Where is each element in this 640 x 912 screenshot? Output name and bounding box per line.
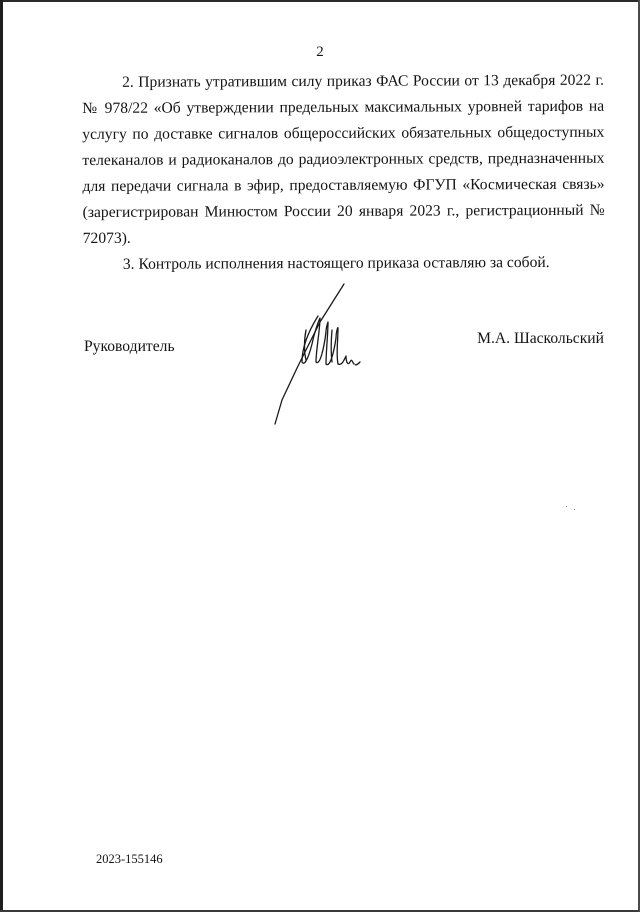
signatory-name: М.А. Шаскольский	[477, 330, 604, 347]
scan-border-top	[0, 0, 640, 2]
paragraph-3: 3. Контроль исполнения настоящего приказа оставляю за собой.	[122, 253, 550, 273]
document-body	[82, 68, 605, 278]
paragraph-2: 2. Признать утратившим силу приказ ФАС России от 13 декабря 2022 г. № 978/22 «Об утверждении предельных максимальных уровней тарифов на услугу по доставке сигналов общероссийских обязательных общедоступных телеканалов и радиоканалов до радиоэлектронных средств, предназначенных для передачи сигнала в эфир, предоставляемую ФГУП «Космическая связь» (зарегистрирован Минюстом России 20 января 2023 г., регистрационный № 72073).	[82, 71, 605, 247]
scan-artifact	[574, 509, 575, 510]
handwritten-signature	[268, 282, 364, 428]
signatory-title: Руководитель	[84, 338, 175, 355]
scan-artifact	[566, 506, 567, 507]
scan-border-left	[0, 0, 3, 912]
page-number: 2	[316, 44, 324, 60]
scan-artifact	[354, 364, 355, 365]
document-registration-id: 2023-155146	[96, 852, 163, 866]
